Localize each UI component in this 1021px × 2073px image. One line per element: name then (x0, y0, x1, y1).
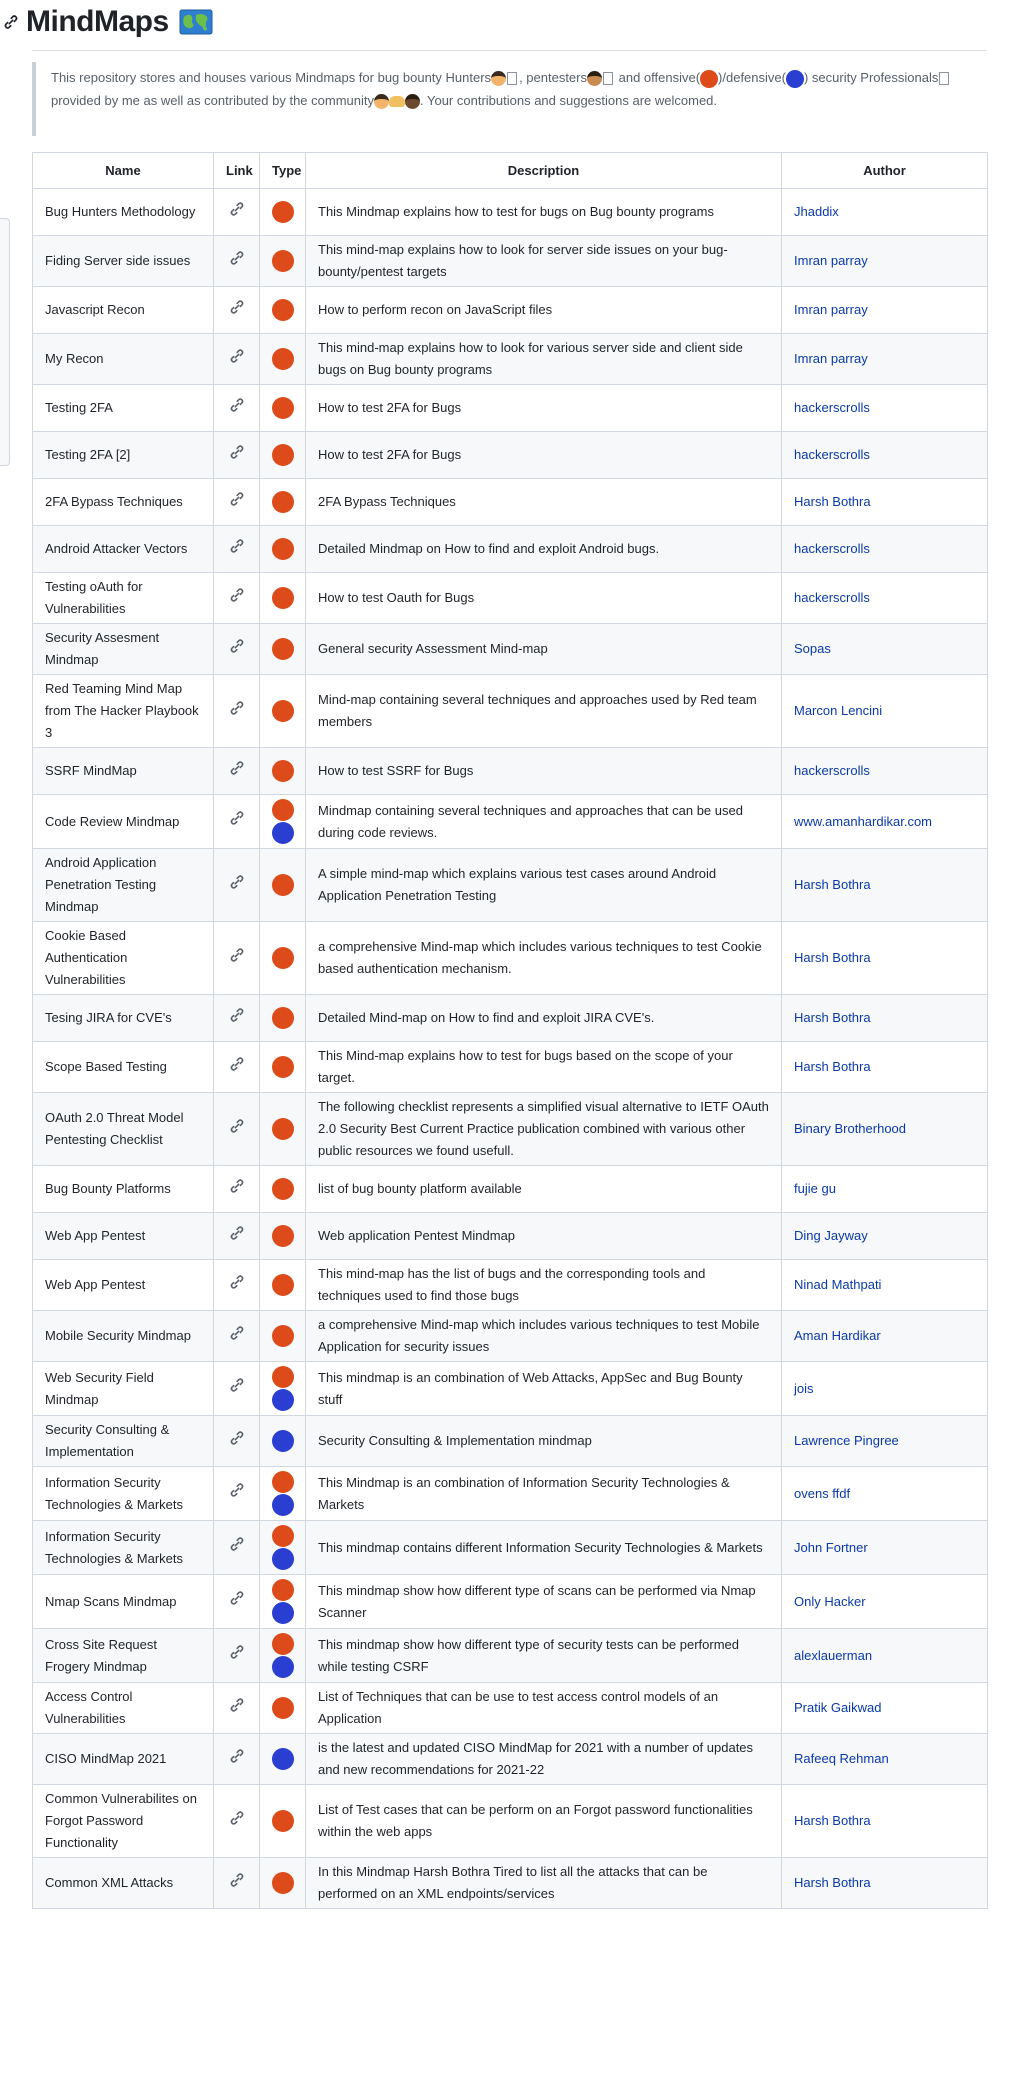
blue-circle-icon (272, 1602, 294, 1624)
mindmap-description: list of bug bounty platform available (306, 1166, 782, 1213)
missing-glyph-icon (507, 72, 517, 85)
mindmap-author-link[interactable]: alexlauerman (782, 1629, 988, 1683)
mindmap-name: My Recon (33, 334, 214, 385)
red-circle-icon (272, 1056, 294, 1078)
mindmap-name: Fiding Server side issues (33, 236, 214, 287)
column-header-link: Link (214, 153, 260, 189)
page-title: MindMaps (26, 5, 169, 38)
mindmap-description: Mind-map containing several techniques and approaches used by Red team members (306, 675, 782, 748)
mindmap-type-cell (260, 748, 306, 795)
column-header-description: Description (306, 153, 782, 189)
mindmap-name: Security Consulting & Implementation (33, 1416, 214, 1467)
link-icon[interactable] (228, 1481, 246, 1506)
mindmap-author-link[interactable]: Imran parray (782, 236, 988, 287)
mindmap-link-cell (214, 1166, 260, 1213)
mindmap-name: Testing 2FA [2] (33, 432, 214, 479)
table-body (33, 189, 988, 1909)
mindmap-link-cell (214, 1362, 260, 1416)
blue-circle-icon (272, 822, 294, 844)
mindmap-type-cell (260, 922, 306, 995)
mindmap-link-cell (214, 1260, 260, 1311)
mindmap-description: Detailed Mindmap on How to find and exploit Android bugs. (306, 526, 782, 573)
mindmap-author-link[interactable]: Ding Jayway (782, 1213, 988, 1260)
link-icon[interactable] (228, 809, 246, 834)
missing-glyph-icon (603, 72, 613, 85)
mindmap-author-link[interactable]: Binary Brotherhood (782, 1093, 988, 1166)
mindmap-type-cell (260, 189, 306, 236)
link-icon[interactable] (228, 490, 246, 515)
mindmap-name: Common Vulnerabilites on Forgot Password Functionality (33, 1785, 214, 1858)
link-icon[interactable] (228, 1535, 246, 1560)
mindmap-author-link[interactable]: hackerscrolls (782, 526, 988, 573)
mindmap-description: 2FA Bypass Techniques (306, 479, 782, 526)
mindmap-description: Web application Pentest Mindmap (306, 1213, 782, 1260)
mindmap-type-cell (260, 1042, 306, 1093)
mindmap-type-cell (260, 287, 306, 334)
mindmap-description: How to test 2FA for Bugs (306, 385, 782, 432)
table-row (33, 675, 988, 748)
mindmap-type-cell (260, 624, 306, 675)
table-row (33, 1858, 988, 1909)
mindmap-author-link[interactable]: Jhaddix (782, 189, 988, 236)
link-icon[interactable] (228, 1117, 246, 1142)
intro-text: , pentesters (519, 70, 587, 85)
red-circle-icon (272, 638, 294, 660)
mindmap-description: A simple mind-map which explains various test cases around Android Application Penetration Testing (306, 849, 782, 922)
mindmap-link-cell (214, 748, 260, 795)
table-row (33, 385, 988, 432)
link-icon[interactable] (228, 759, 246, 784)
link-icon[interactable] (228, 443, 246, 468)
mindmap-name: Cookie Based Authentication Vulnerabilities (33, 922, 214, 995)
mindmap-author-link[interactable]: Rafeeq Rehman (782, 1734, 988, 1785)
red-circle-icon (272, 491, 294, 513)
mindmap-name: SSRF MindMap (33, 748, 214, 795)
red-circle-icon (272, 799, 294, 821)
mindmap-author-link[interactable]: fujie gu (782, 1166, 988, 1213)
red-circle-icon (272, 1274, 294, 1296)
link-icon[interactable] (228, 1376, 246, 1401)
mindmap-description: How to perform recon on JavaScript files (306, 287, 782, 334)
mindmap-name: Web App Pentest (33, 1260, 214, 1311)
red-circle-icon (272, 538, 294, 560)
mindmap-link-cell (214, 624, 260, 675)
mindmap-author-link[interactable]: Sopas (782, 624, 988, 675)
blue-circle-icon (272, 1494, 294, 1516)
link-icon[interactable] (228, 1429, 246, 1454)
mindmap-name: Security Assesment Mindmap (33, 624, 214, 675)
mindmap-author-link[interactable]: John Fortner (782, 1521, 988, 1575)
mindmap-description: In this Mindmap Harsh Bothra Tired to list all the attacks that can be performed on an XML endpoints/services (306, 1858, 782, 1909)
link-icon[interactable] (228, 946, 246, 971)
community-emoji-icon (374, 94, 389, 109)
mindmap-link-cell (214, 334, 260, 385)
link-icon[interactable] (228, 347, 246, 372)
title-divider (32, 50, 987, 51)
mindmap-author-link[interactable]: Harsh Bothra (782, 1042, 988, 1093)
mindmap-type-cell (260, 1734, 306, 1785)
table-row (33, 1311, 988, 1362)
intro-text: . Your contributions and suggestions are welcomed. (420, 93, 718, 108)
missing-glyph-icon (939, 72, 949, 85)
column-header-author: Author (782, 153, 988, 189)
mindmap-description: This mindmap show how different type of security tests can be performed while testing CSRF (306, 1629, 782, 1683)
mindmap-description: This mindmap contains different Information Security Technologies & Markets (306, 1521, 782, 1575)
table-row (33, 287, 988, 334)
link-icon[interactable] (228, 1643, 246, 1668)
table-row (33, 1734, 988, 1785)
link-icon[interactable] (228, 1809, 246, 1834)
mindmaps-table (32, 152, 988, 1909)
mindmap-type-cell (260, 1858, 306, 1909)
mindmap-link-cell (214, 526, 260, 573)
mindmap-name: Tesing JIRA for CVE's (33, 995, 214, 1042)
mindmap-description: is the latest and updated CISO MindMap for 2021 with a number of updates and new recommendations for 2021-22 (306, 1734, 782, 1785)
mindmap-description: a comprehensive Mind-map which includes various techniques to test Cookie based authentication mechanism. (306, 922, 782, 995)
mindmap-name: Bug Hunters Methodology (33, 189, 214, 236)
mindmap-name: Code Review Mindmap (33, 795, 214, 849)
mindmap-link-cell (214, 1575, 260, 1629)
mindmap-author-link[interactable]: www.amanhardikar.com (782, 795, 988, 849)
red-circle-icon (272, 1579, 294, 1601)
handshake-emoji-icon (389, 96, 405, 107)
blue-circle-icon (272, 1748, 294, 1770)
mindmap-link-cell (214, 1042, 260, 1093)
mindmap-name: Android Application Penetration Testing Mindmap (33, 849, 214, 922)
red-circle-icon (272, 1471, 294, 1493)
mindmap-link-cell (214, 1093, 260, 1166)
mindmap-link-cell (214, 1521, 260, 1575)
link-icon[interactable] (228, 249, 246, 274)
mindmap-name: Bug Bounty Platforms (33, 1166, 214, 1213)
link-icon[interactable] (228, 1589, 246, 1614)
red-circle-icon (272, 444, 294, 466)
mindmap-description: Mindmap containing several techniques and approaches that can be used during code reviews. (306, 795, 782, 849)
mindmap-author-link[interactable]: Imran parray (782, 287, 988, 334)
mindmap-name: Nmap Scans Mindmap (33, 1575, 214, 1629)
mindmap-type-cell (260, 1311, 306, 1362)
mindmap-link-cell (214, 849, 260, 922)
red-circle-icon (272, 1007, 294, 1029)
intro-text: ) security Professionals (803, 70, 939, 85)
mindmap-name: Scope Based Testing (33, 1042, 214, 1093)
pentester-emoji-icon (587, 71, 602, 86)
link-icon[interactable] (228, 298, 246, 323)
mindmap-link-cell (214, 189, 260, 236)
column-header-name: Name (33, 153, 214, 189)
intro-text: )/defensive( (718, 70, 786, 85)
table-row (33, 1629, 988, 1683)
mindmap-link-cell (214, 236, 260, 287)
table-row (33, 1166, 988, 1213)
intro-text: This repository stores and houses various Mindmaps for bug bounty Hunters (51, 70, 492, 85)
mindmap-type-cell (260, 1575, 306, 1629)
mindmap-name: Javascript Recon (33, 287, 214, 334)
mindmap-description: List of Test cases that can be perform on an Forgot password functionalities within the web apps (306, 1785, 782, 1858)
mindmap-name: Red Teaming Mind Map from The Hacker Playbook 3 (33, 675, 214, 748)
table-row (33, 1521, 988, 1575)
page-header (2, 0, 992, 44)
mindmap-link-cell (214, 1734, 260, 1785)
link-icon[interactable] (228, 699, 246, 724)
mindmap-name: OAuth 2.0 Threat Model Pentesting Checklist (33, 1093, 214, 1166)
link-icon[interactable] (228, 396, 246, 421)
table-row (33, 1042, 988, 1093)
mindmap-link-cell (214, 287, 260, 334)
mindmap-link-cell (214, 1213, 260, 1260)
mindmap-author-link[interactable]: Harsh Bothra (782, 1785, 988, 1858)
red-circle-icon (700, 70, 718, 88)
mindmap-description: How to test SSRF for Bugs (306, 748, 782, 795)
red-circle-icon (272, 1225, 294, 1247)
mindmap-type-cell (260, 432, 306, 479)
red-circle-icon (272, 1810, 294, 1832)
table-row (33, 1416, 988, 1467)
world-map-icon (179, 9, 213, 35)
mindmap-link-cell (214, 1858, 260, 1909)
mindmap-type-cell (260, 1213, 306, 1260)
mindmap-author-link[interactable]: hackerscrolls (782, 385, 988, 432)
mindmap-author-link[interactable]: Imran parray (782, 334, 988, 385)
red-circle-icon (272, 299, 294, 321)
mindmap-name: 2FA Bypass Techniques (33, 479, 214, 526)
mindmap-name: Mobile Security Mindmap (33, 1311, 214, 1362)
link-icon[interactable] (228, 1224, 246, 1249)
mindmap-type-cell (260, 385, 306, 432)
blue-circle-icon (272, 1548, 294, 1570)
mindmap-author-link[interactable]: Harsh Bothra (782, 1858, 988, 1909)
mindmap-type-cell (260, 479, 306, 526)
mindmap-type-cell (260, 236, 306, 287)
mindmap-description: This Mindmap explains how to test for bugs on Bug bounty programs (306, 189, 782, 236)
table-row (33, 479, 988, 526)
mindmap-type-cell (260, 1260, 306, 1311)
mindmap-description: a comprehensive Mind-map which includes various techniques to test Mobile Application for security issues (306, 1311, 782, 1362)
mindmap-link-cell (214, 1629, 260, 1683)
table-header-row (33, 153, 988, 189)
mindmap-description: General security Assessment Mind-map (306, 624, 782, 675)
mindmap-author-link[interactable]: Ninad Mathpati (782, 1260, 988, 1311)
red-circle-icon (272, 1178, 294, 1200)
red-circle-icon (272, 947, 294, 969)
mindmap-name: Information Security Technologies & Markets (33, 1521, 214, 1575)
mindmap-type-cell (260, 1785, 306, 1858)
red-circle-icon (272, 874, 294, 896)
mindmap-description: Security Consulting & Implementation mindmap (306, 1416, 782, 1467)
table-row (33, 1093, 988, 1166)
blue-circle-icon (786, 70, 804, 88)
mindmap-author-link[interactable]: Marcon Lencini (782, 675, 988, 748)
mindmap-name: Web App Pentest (33, 1213, 214, 1260)
mindmap-author-link[interactable]: Aman Hardikar (782, 1311, 988, 1362)
table-row (33, 795, 988, 849)
table-row (33, 334, 988, 385)
table-row (33, 573, 988, 624)
mindmap-type-cell (260, 1467, 306, 1521)
table-row (33, 748, 988, 795)
mindmap-link-cell (214, 995, 260, 1042)
link-icon[interactable] (2, 11, 24, 33)
red-circle-icon (272, 250, 294, 272)
mindmap-description: This mindmap show how different type of scans can be performed via Nmap Scanner (306, 1575, 782, 1629)
mindmap-type-cell (260, 334, 306, 385)
table-row (33, 995, 988, 1042)
link-icon[interactable] (228, 1747, 246, 1772)
mindmap-author-link[interactable]: hackerscrolls (782, 432, 988, 479)
mindmap-description: This mind-map has the list of bugs and the corresponding tools and techniques used to find those bugs (306, 1260, 782, 1311)
table-row (33, 624, 988, 675)
link-icon[interactable] (228, 637, 246, 662)
link-icon[interactable] (228, 1696, 246, 1721)
link-icon[interactable] (228, 1055, 246, 1080)
red-circle-icon (272, 1366, 294, 1388)
mindmap-author-link[interactable]: Harsh Bothra (782, 995, 988, 1042)
mindmap-name: Cross Site Request Frogery Mindmap (33, 1629, 214, 1683)
red-circle-icon (272, 587, 294, 609)
mindmap-description: This mind-map explains how to look for server side issues on your bug-bounty/pentest targets (306, 236, 782, 287)
mindmap-author-link[interactable]: hackerscrolls (782, 748, 988, 795)
table-row (33, 922, 988, 995)
table-row (33, 1785, 988, 1858)
mindmap-description: This Mind-map explains how to test for bugs based on the scope of your target. (306, 1042, 782, 1093)
mindmap-link-cell (214, 1785, 260, 1858)
mindmap-name: Android Attacker Vectors (33, 526, 214, 573)
mindmap-author-link[interactable]: jois (782, 1362, 988, 1416)
side-panel-handle[interactable] (0, 218, 10, 466)
mindmap-type-cell (260, 1166, 306, 1213)
mindmap-name: Common XML Attacks (33, 1858, 214, 1909)
link-icon[interactable] (228, 1871, 246, 1896)
mindmap-type-cell (260, 573, 306, 624)
red-circle-icon (272, 1697, 294, 1719)
mindmap-author-link[interactable]: Harsh Bothra (782, 922, 988, 995)
mindmap-link-cell (214, 795, 260, 849)
link-icon[interactable] (228, 1273, 246, 1298)
link-icon[interactable] (228, 200, 246, 225)
red-circle-icon (272, 348, 294, 370)
mindmap-link-cell (214, 385, 260, 432)
mindmap-type-cell (260, 1362, 306, 1416)
blue-circle-icon (272, 1430, 294, 1452)
mindmap-type-cell (260, 1629, 306, 1683)
mindmap-name: Access Control Vulnerabilities (33, 1683, 214, 1734)
red-circle-icon (272, 1872, 294, 1894)
mindmap-description: List of Techniques that can be use to test access control models of an Application (306, 1683, 782, 1734)
table-row (33, 236, 988, 287)
mindmap-author-link[interactable]: Harsh Bothra (782, 479, 988, 526)
mindmap-link-cell (214, 1683, 260, 1734)
mindmap-author-link[interactable]: Pratik Gaikwad (782, 1683, 988, 1734)
red-circle-icon (272, 1525, 294, 1547)
column-header-type: Type (260, 153, 306, 189)
blue-circle-icon (272, 1656, 294, 1678)
mindmap-type-cell (260, 1683, 306, 1734)
mindmap-link-cell (214, 675, 260, 748)
mindmap-type-cell (260, 526, 306, 573)
table-row (33, 1362, 988, 1416)
mindmap-name: Web Security Field Mindmap (33, 1362, 214, 1416)
mindmap-description: This mindmap is an combination of Web Attacks, AppSec and Bug Bounty stuff (306, 1362, 782, 1416)
red-circle-icon (272, 760, 294, 782)
mindmap-description: The following checklist represents a simplified visual alternative to IETF OAuth 2.0 Security Best Current Practice publication combined with various other public resources we found usefull. (306, 1093, 782, 1166)
table-row (33, 432, 988, 479)
mindmap-description: Detailed Mind-map on How to find and exploit JIRA CVE's. (306, 995, 782, 1042)
community-emoji-icon (405, 94, 420, 109)
mindmap-type-cell (260, 1416, 306, 1467)
red-circle-icon (272, 1325, 294, 1347)
mindmap-type-cell (260, 1093, 306, 1166)
link-icon[interactable] (228, 537, 246, 562)
mindmap-name: Testing oAuth for Vulnerabilities (33, 573, 214, 624)
mindmap-type-cell (260, 849, 306, 922)
table-row (33, 849, 988, 922)
blue-circle-icon (272, 1389, 294, 1411)
red-circle-icon (272, 700, 294, 722)
mindmap-author-link[interactable]: hackerscrolls (782, 573, 988, 624)
mindmap-description: How to test 2FA for Bugs (306, 432, 782, 479)
table-row (33, 1213, 988, 1260)
mindmap-link-cell (214, 1311, 260, 1362)
table-row (33, 1575, 988, 1629)
hunter-emoji-icon (491, 71, 506, 86)
table-row (33, 1683, 988, 1734)
mindmap-description: How to test Oauth for Bugs (306, 573, 782, 624)
mindmap-link-cell (214, 573, 260, 624)
mindmap-link-cell (214, 432, 260, 479)
link-icon[interactable] (228, 586, 246, 611)
mindmap-link-cell (214, 1467, 260, 1521)
mindmap-type-cell (260, 1521, 306, 1575)
mindmap-author-link[interactable]: ovens ffdf (782, 1467, 988, 1521)
link-icon[interactable] (228, 1177, 246, 1202)
mindmap-link-cell (214, 479, 260, 526)
mindmap-name: Information Security Technologies & Markets (33, 1467, 214, 1521)
mindmap-description: This Mindmap is an combination of Information Security Technologies & Markets (306, 1467, 782, 1521)
link-icon[interactable] (228, 1324, 246, 1349)
mindmap-link-cell (214, 1416, 260, 1467)
mindmap-author-link[interactable]: Only Hacker (782, 1575, 988, 1629)
mindmap-type-cell (260, 795, 306, 849)
mindmap-author-link[interactable]: Lawrence Pingree (782, 1416, 988, 1467)
intro-blockquote (32, 62, 987, 136)
mindmap-type-cell (260, 675, 306, 748)
link-icon[interactable] (228, 1006, 246, 1031)
red-circle-icon (272, 201, 294, 223)
red-circle-icon (272, 1118, 294, 1140)
mindmap-author-link[interactable]: Harsh Bothra (782, 849, 988, 922)
mindmap-link-cell (214, 922, 260, 995)
mindmap-description: This mind-map explains how to look for various server side and client side bugs on Bug bounty programs (306, 334, 782, 385)
mindmap-name: CISO MindMap 2021 (33, 1734, 214, 1785)
table-row (33, 1260, 988, 1311)
intro-text: and offensive( (615, 70, 701, 85)
red-circle-icon (272, 397, 294, 419)
table-row (33, 189, 988, 236)
mindmap-type-cell (260, 995, 306, 1042)
intro-text: provided by me as well as contributed by the community (51, 93, 374, 108)
table-row (33, 1467, 988, 1521)
table-row (33, 526, 988, 573)
mindmap-name: Testing 2FA (33, 385, 214, 432)
red-circle-icon (272, 1633, 294, 1655)
link-icon[interactable] (228, 873, 246, 898)
